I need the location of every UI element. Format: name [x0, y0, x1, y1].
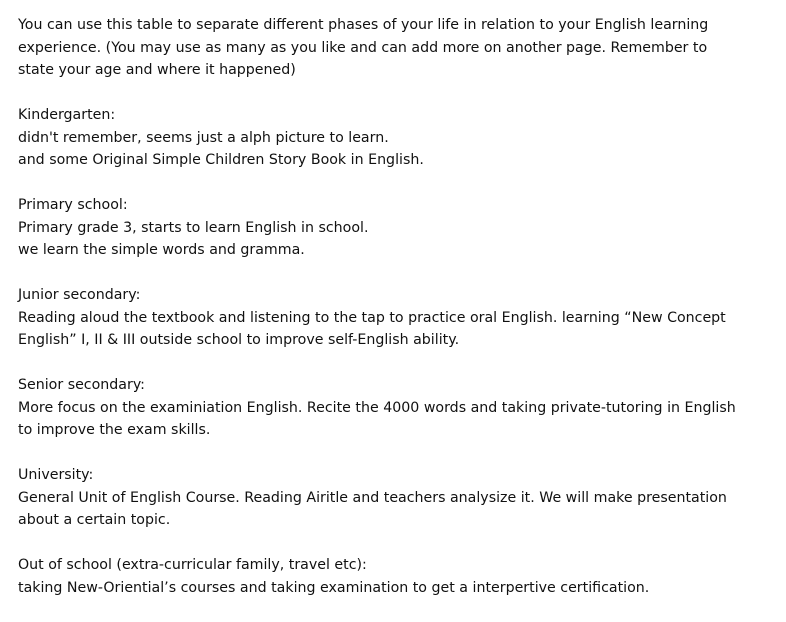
section-primary-school	[18, 194, 778, 262]
section-junior-secondary	[18, 284, 778, 352]
section-university	[18, 464, 778, 532]
section-line: taking New-Oriential’s courses and taking examination to get a interpertive certification.	[18, 579, 650, 596]
intro-line: You can use this table to separate different phases of your life in relation to your English learning	[18, 17, 709, 33]
section-heading: Out of school (extra-curricular family, travel etc):	[18, 557, 367, 573]
section-line: we learn the simple words and gramma.	[18, 242, 305, 258]
intro-line: experience. (You may use as many as you like and can add more on another page. Remember to	[18, 39, 708, 56]
section-heading: Junior secondary:	[18, 287, 141, 303]
section-line: Reading aloud the textbook and listening to the tap to practice oral English. learning “New Concept	[18, 309, 726, 326]
section-heading: University:	[18, 467, 94, 483]
section-heading: Kindergarten:	[18, 107, 116, 123]
section-line: More focus on the examiniation English. Recite the 4000 words and taking private-tutoring in English	[18, 399, 736, 416]
section-line: to improve the exam skills.	[18, 422, 211, 438]
section-line: Primary grade 3, starts to learn English in school.	[18, 219, 369, 236]
section-heading: Senior secondary:	[18, 377, 145, 393]
section-line: about a certain topic.	[18, 512, 171, 528]
section-line: didn't remember, seems just a alph picture to learn.	[18, 129, 389, 146]
section-senior-secondary	[18, 374, 778, 442]
section-heading: Primary school:	[18, 197, 128, 213]
section-out-of-school	[18, 554, 778, 599]
section-line: and some Original Simple Children Story Book in English.	[18, 152, 424, 168]
section-line: General Unit of English Course. Reading Airitle and teachers analysize it. We will make presentation	[18, 489, 727, 506]
intro-line: state your age and where it happened)	[18, 62, 296, 78]
section-line: English” I, II & III outside school to improve self-English ability.	[18, 332, 460, 348]
document-body	[18, 14, 778, 622]
section-kindergarten	[18, 104, 778, 172]
intro-paragraph	[18, 14, 778, 82]
